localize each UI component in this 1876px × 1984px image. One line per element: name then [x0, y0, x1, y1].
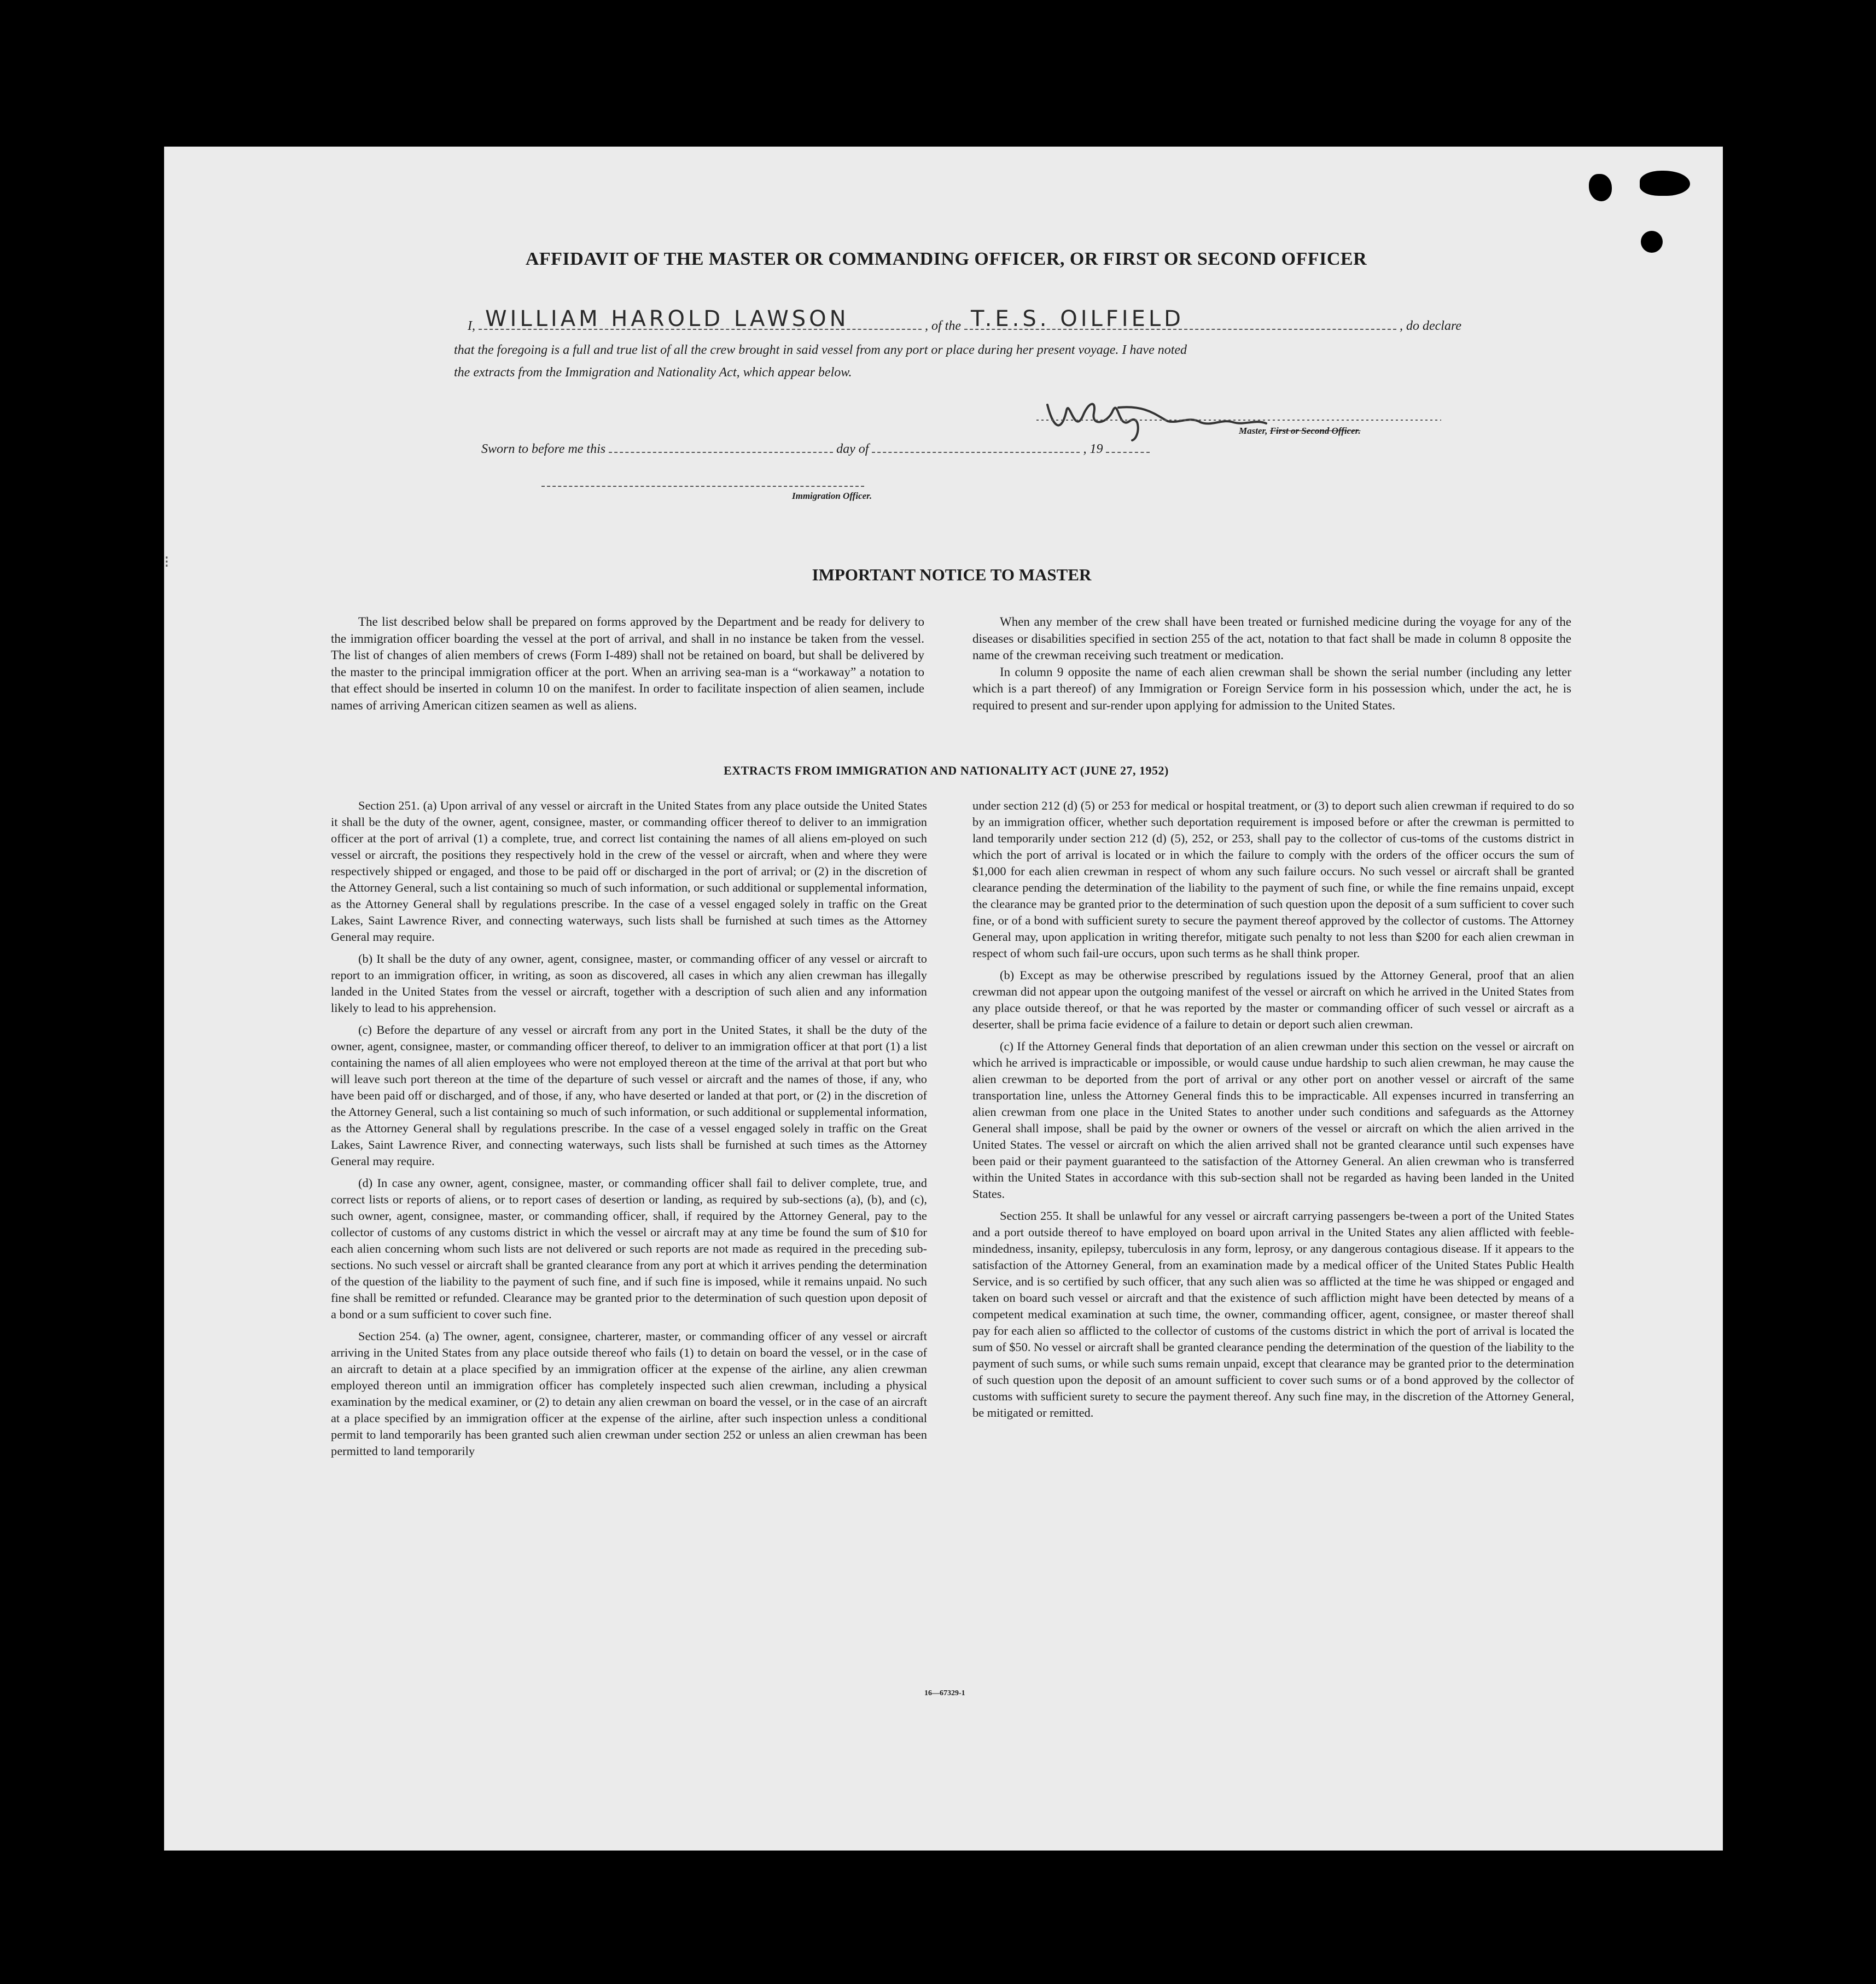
sworn-text: Sworn to before me this — [481, 442, 606, 456]
notice-right-paragraph-1: When any member of the crew shall have been treated or furnished medicine during the voyage for any of the diseases or disabilities specified in section 255 of the act, notation to that fact shall be made in column 8 opposite the name of the crewman receiving such treatment or medication. — [972, 615, 1571, 662]
caption-struck: First or Second Officer. — [1269, 426, 1361, 436]
do-declare-label: , do declare — [1400, 319, 1462, 333]
caption-master: Master, — [1239, 426, 1268, 436]
extract-section-254-b: (b) Except as may be otherwise prescribed by regulations issued by the Attorney General, proof that an alien crewman did not appear upon the outgoing manifest of the vessel or aircraft on which he arrived in the United States from any place outside thereof, or that he was reported by the master or commanding officer of such vessel or aircraft as a deserter, shall be prima facie evidence of a failure to detain or deport such alien crewman. — [972, 968, 1574, 1031]
vessel-name-handwritten: T.E.S. OILFIELD — [971, 306, 1184, 331]
margin-mark: ⁝ — [164, 553, 170, 571]
sworn-month-blank — [872, 438, 1080, 453]
notice-right-paragraph-2: In column 9 opposite the name of each alien crewman shall be shown the serial number (including any letter which is a part thereof) of any Immigration or Foreign Service form in his possession which, under the act, he is required to present and sur-render upon applying for admission to the United States. — [972, 665, 1571, 712]
declaration-line-2: that the foregoing is a full and true list of all the crew brought in said vessel from any port or place during her present voyage. I have noted — [454, 343, 1187, 357]
of-the-label: , of the — [925, 319, 961, 333]
notice-right-column — [972, 614, 1571, 714]
notice-left-paragraph: The list described below shall be prepared on forms approved by the Department and be ready for delivery to the immigration officer boarding the vessel at the port of arrival, and shall in no instance be taken from the vessel. The list of changes of alien members of crews (Form I-489) shall not be retained on board, but shall be delivered by the master to the principal immigration officer at the port. When an arriving sea-man is a “workaway” a notation to that effect should be inserted in column 10 on the manifest. In order to facilitate inspection of alien seamen, include names of arriving American citizen seamen as well as aliens. — [331, 615, 924, 712]
extract-section-255: Section 255. It shall be unlawful for any vessel or aircraft carrying passengers be-tween a port of the United States and a port outside thereof to have employed on board upon arrival in the United States any alien afflicted with feeble-mindedness, insanity, epilepsy, tuberculosis in any form, leprosy, or any dangerous contagious disease. If it appears to the satisfaction of the Attorney General, from an examination made by a medical officer of the United States Public Health Service, and is so certified by such officer, that any such alien was so afflicted at the time he was shipped or engaged and taken on board such vessel or aircraft and that the existence of such affliction might have been detected by means of a competent medical examination at such time, the owner, commanding officer, agent, consignee, or master thereof shall pay for each alien so afflicted to the collector of customs of the customs district in which the port of arrival is located the sum of $50. No vessel or aircraft shall be granted clearance pending the determination of the question of the liability to the payment of such sums, or while such sums remain unpaid, except that clearance may be granted prior to the determination of such question upon the deposit of an amount sufficient to cover such sums or of a bond approved by the collector of customs with sufficient surety to secure the payment thereof. Any such fine may, in the discretion of the Attorney General, be mitigated or remitted. — [972, 1209, 1574, 1419]
sworn-day-blank — [609, 438, 833, 453]
punch-hole-top-left — [1589, 174, 1612, 201]
extracts-left-column — [331, 798, 927, 1459]
declaration-prefix: I, — [468, 319, 475, 333]
vessel-field — [964, 306, 1396, 334]
extract-section-251-c: (c) Before the departure of any vessel or aircraft from any port in the United States, it shall be the duty of the owner, agent, consignee, master, or commanding officer thereof, to deliver to an immigration officer at that port (1) a list containing the names of all alien employees who were not employed thereon at the time of the arrival at that port but who will leave such port thereon at the time of the departure of such vessel or aircraft and the names of those, if any, who have been paid off or discharged, and of those, if any, who have deserted or landed at that port, or (2) in the discretion of the Attorney General, such a list containing so much of such information, or such additional or supplemental information, as the Attorney General shall by regulations prescribe. In the case of a vessel engaged solely in traffic on the Great Lakes, Saint Lawrence River, and connecting waterways, such lists shall be furnished at such times as the Attorney General may require. — [331, 1023, 927, 1168]
extracts-title: EXTRACTS FROM IMMIGRATION AND NATIONALITY ACT (JUNE 27, 1952) — [724, 764, 1169, 777]
name-field — [479, 306, 922, 334]
extract-section-254-a: Section 254. (a) The owner, agent, consignee, charterer, master, or commanding officer of any vessel or aircraft arriving in the United States from any place outside thereof who fails (1) to detain on board the vessel, or in the case of an aircraft to detain at a place specified by an immigration officer at the expense of the airline, any alien crewman employed thereon until an immigration officer has completely inspected such alien crewman, including a physical examination by the medical examiner, or (2) to detain any alien crewman on board the vessel, or in the case of an aircraft at a place specified by an immigration officer at the expense of the airline, after such inspection unless a conditional permit to land temporarily has been granted such alien crewman under section 252 or unless an alien crewman has been permitted to land temporarily — [331, 1329, 927, 1458]
extract-section-251-b: (b) It shall be the duty of any owner, agent, consignee, master, or commanding officer of any vessel or aircraft to report to an immigration officer, in writing, as soon as discovered, all cases in which any alien crewman has illegally landed in the United States from the vessel or aircraft, together with a description of such alien and any information likely to lead to his apprehension. — [331, 952, 927, 1015]
affidavit-title: AFFIDAVIT OF THE MASTER OR COMMANDING OFFICER, OR FIRST OR SECOND OFFICER — [525, 249, 1367, 269]
immigration-officer-caption: Immigration Officer. — [792, 491, 872, 501]
declaration-line — [468, 306, 1462, 334]
notice-left-column — [331, 614, 924, 714]
extract-section-254-a-cont: under section 212 (d) (5) or 253 for medical or hospital treatment, or (3) to deport such alien crewman if required to do so by an immigration officer, whether such deportation requirement is imposed before or after the crewman is permitted to land temporarily under section 212 (d) (5), 252, or 253, shall pay to the collector of cus-toms of the customs district in which the port of arrival is located or in which the failure to comply with the orders of the officer occurs the sum of $1,000 for each alien crewman in respect of whom any such failure occurs. No such vessel or aircraft shall be granted clearance pending the determination of the liability to the payment of such fine, or while the fine remains unpaid, except the clearance may be granted prior to the determination of such question upon the deposit of a sum sufficient to cover such fine, or of a bond with sufficient surety to secure the payment thereof approved by the collector of customs. The Attorney General may, upon application in writing therefor, mitigate such penalty to not less than $200 for each alien crewman in respect of whom such fail-ure occurs, upon such terms as he shall think proper. — [972, 799, 1574, 960]
sworn-line — [481, 438, 1150, 457]
punch-hole-lower — [1641, 231, 1663, 253]
immigration-officer-signature-line — [541, 486, 864, 487]
master-name-handwritten: WILLIAM HAROLD LAWSON — [485, 306, 849, 331]
extract-section-254-c: (c) If the Attorney General finds that deportation of an alien crewman under this section on the vessel or aircraft on which he arrived is impracticable or impossible, or would cause undue hardship to such alien crewman, he may cause the alien crewman to be deported from the port of arrival or any other port on another vessel or aircraft of the same transportation line, unless the Attorney General finds this to be impracticable. All expenses incurred in transferring an alien crewman from one place in the United States to another under such conditions and safeguards as the Attorney General shall impose, shall be paid by the owner or owners of the vessel or aircraft on which the alien arrived in the United States. The vessel or aircraft on which the alien arrived shall not be granted clearance until such expenses have been paid or their payment guaranteed to the satisfaction of the Attorney General. An alien crewman who is transferred within the United States in accordance with this sub-section shall not be regarded as having been landed in the United States. — [972, 1039, 1574, 1201]
declaration-line-3: the extracts from the Immigration and Nationality Act, which appear below. — [454, 365, 852, 380]
signature-caption — [1239, 426, 1361, 437]
sworn-year-blank — [1106, 438, 1150, 453]
extract-section-251-d: (d) In case any owner, agent, consignee, master, or commanding officer shall fail to deliver complete, true, and correct lists or reports of aliens, or to report cases of desertion or landing, as required by sub-sections (a), (b), and (c), such owner, agent, consignee, master, or commanding officer, shall, if required by the Attorney General, pay to the collector of customs of any customs district in which the vessel or aircraft may at any time be found the sum of $10 for each alien concerning whom such lists are not delivered or such reports are not made as required in the preceding sub-sections. No such vessel or aircraft shall be granted clearance from any port at which it arrives pending the determination of the question of the liability to the payment of such fine, and if such fine is imposed, while it remains unpaid. No such fine shall be remitted or refunded. Clearance may be granted prior to the determination of such question upon deposit of a bond or a sum sufficient to cover such fine. — [331, 1176, 927, 1321]
extract-section-251-a: Section 251. (a) Upon arrival of any vessel or aircraft in the United States from any place outside the United States it shall be the duty of the owner, agent, consignee, master, or commanding officer thereof to deliver to an immigration officer at the port of arrival (1) a complete, true, and correct list containing the names of all aliens em-ployed on such vessel or aircraft, the positions they respectively hold in the crew of the vessel or aircraft, when and where they were respectively shipped or engaged, and those to be paid off or discharged in the port of arrival; or (2) in the discretion of the Attorney General, such a list containing so much of such information, or such additional or supplemental information, as the Attorney General shall by regulations prescribe. In the case of a vessel engaged solely in traffic on the Great Lakes, Saint Lawrence River, and connecting waterways, such lists shall be furnished at such times as the Attorney General may require. — [331, 799, 927, 944]
notice-title: IMPORTANT NOTICE TO MASTER — [812, 565, 1092, 584]
year-label: , 19 — [1083, 442, 1103, 456]
extracts-right-column — [972, 798, 1574, 1421]
punch-hole-top-right — [1640, 171, 1690, 196]
form-number: 16—67329-1 — [924, 1689, 965, 1697]
signature-block — [1036, 383, 1441, 446]
day-of-label: day of — [836, 442, 869, 456]
